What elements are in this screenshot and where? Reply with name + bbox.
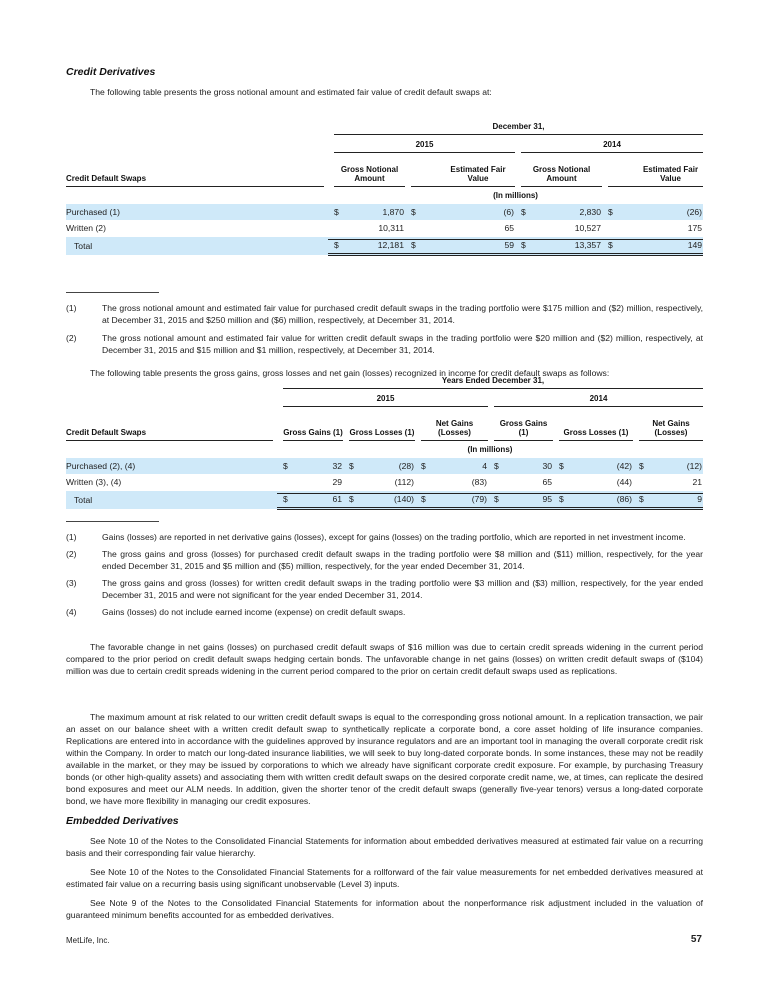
body-paragraph: See Note 10 of the Notes to the Consolidated Financial Statements for information about embedded derivatives measured at estimated fair value on a recurring basis and their corresponding fair value hierarchy. [66, 836, 703, 858]
units-label: (In millions) [493, 190, 538, 200]
cell-value: 9 [697, 494, 702, 505]
currency-symbol: $ [334, 240, 339, 251]
row-label: Purchased (1) [66, 204, 328, 221]
year-header-2014: 2014 [521, 140, 703, 153]
column-header: Estimated Fair Value [411, 165, 515, 187]
body-paragraph: See Note 9 of the Notes to the Consolidated Financial Statements for information about the nonperformance risk adjustment included in the valuation of guaranteed minimum benefits accounted for as embedded derivatives. [66, 898, 703, 920]
currency-symbol: $ [334, 206, 339, 217]
intro-paragraph-2: The following table presents the gross gains, gross losses and net gain (losses) recognized in income for credit default swaps as follows: [90, 368, 610, 378]
currency-symbol: $ [421, 494, 426, 505]
cell-value: 21 [692, 477, 702, 488]
footnote-number: (3) [66, 578, 77, 588]
table-row [66, 204, 703, 221]
cell-value: (112) [394, 477, 414, 488]
column-header: Net Gains (Losses) [639, 419, 703, 441]
column-header: Gross Losses (1) [559, 428, 633, 441]
footnote-text: The gross notional amount and estimated fair value for written credit default swaps in the trading portfolio were $20 million and ($2) million, respectively, at December 31, 2015 and $15 million and $1 million, respectively, at December 31, 2014. [102, 333, 703, 355]
footnote-number: (1) [66, 532, 77, 542]
currency-symbol: $ [559, 494, 564, 505]
column-header: Net Gains (Losses) [421, 419, 488, 441]
cell-value: (44) [616, 477, 632, 488]
period-header: Years Ended December 31, [283, 376, 703, 389]
cell-value: (140) [393, 494, 414, 505]
column-header: Estimated Fair Value [608, 165, 703, 187]
year-header-2015: 2015 [334, 140, 515, 153]
cell-value: 30 [542, 460, 552, 471]
currency-symbol: $ [349, 494, 354, 505]
body-paragraph: The maximum amount at risk related to our written credit default swaps is equal to the corresponding gross notional amount. In a replication transaction, we pair an asset on our balance sheet with a written credit default swap to synthetically replicate a corporate bond, a core asset holding of life insurance companies. Replications are entered into in accordance with the guidelines approved by insurance regulators and are an important tool in managing the overall corporate credit risk within the Company. In order to match our long-dated insurance liabilities, we will seek to buy long-dated corporate bonds. In some instances, these may not be readily available in the market, or they may be issued by corporations to which we already have significant corporate credit exposure. For example, by purchasing Treasury bonds (or other high-quality assets) and associating them with written credit default swaps on the desired corporate credit name, we, at times, can replicate the desired bond exposures and meet our ALM needs. In addition, given the shorter tenor of the credit default swaps (generally five-year tenors) versus a long-dated corporate bond, we have more flexibility in managing our credit exposures. [66, 712, 703, 806]
footnote-number: (1) [66, 303, 77, 313]
footnote [66, 606, 703, 618]
currency-symbol: $ [494, 460, 499, 471]
period-header: December 31, [334, 122, 703, 135]
row-header: Credit Default Swaps [66, 174, 324, 187]
footnote-divider [66, 521, 159, 522]
currency-symbol: $ [421, 460, 426, 471]
footnote-text: The gross notional amount and estimated fair value for purchased credit default swaps in the trading portfolio were $175 million and ($2) million, respectively, at December 31, 2015 and $250 million and ($6) million, respectively, at December 31, 2014. [102, 303, 703, 325]
section-title-credit-derivatives: Credit Derivatives [66, 66, 156, 78]
footnote-number: (4) [66, 607, 77, 617]
currency-symbol: $ [411, 240, 416, 251]
credit-default-swaps-gains-losses-table [66, 372, 703, 510]
cell-value: (79) [471, 494, 487, 505]
units-label: (In millions) [467, 444, 513, 454]
year-header-2015: 2015 [283, 394, 488, 407]
currency-symbol: $ [283, 494, 288, 505]
footnotes-table2 [66, 531, 703, 618]
cell-value: 32 [332, 460, 342, 471]
cell-value: 13,357 [574, 240, 601, 251]
cell-value: 2,830 [579, 206, 601, 217]
footer-company: MetLife, Inc. [66, 936, 110, 945]
body-paragraph: The favorable change in net gains (losses) on purchased credit default swaps of $16 million was due to certain credit spreads widening in the current period compared to the prior period on credit default swaps hedging certain bonds. The unfavorable change in net gains (losses) on written credit default swaps of ($104) million was due to certain credit spreads widening in the current period compared to the prior on certain credit default swaps used as replications. [66, 642, 703, 676]
footnote-text: The gross gains and gross (losses) for purchased credit default swaps in the trading portfolio were $8 million and ($11) million, respectively, for the year ended December 31, 2015 and $5 million and ($5) million, respectively, for the year ended December 31, 2014. [102, 549, 703, 571]
cell-value: 59 [504, 240, 514, 251]
cell-value: 10,527 [574, 223, 601, 234]
row-label: Written (2) [66, 223, 106, 234]
row-header: Credit Default Swaps [66, 428, 273, 441]
table-row-total [66, 491, 703, 509]
row-label: Total [66, 237, 328, 255]
currency-symbol: $ [349, 460, 354, 471]
currency-symbol: $ [521, 240, 526, 251]
row-label: Written (3), (4) [66, 477, 122, 488]
cell-value: 29 [332, 477, 342, 488]
cell-value: 1,870 [382, 206, 404, 217]
footnote-text: Gains (losses) are reported in net derivative gains (losses), except for gains (losses) on the trading portfolio, which are reported in net investment income. [102, 532, 686, 542]
table-row-total [66, 237, 703, 255]
column-header: Gross Losses (1) [349, 428, 415, 441]
cell-value: 65 [504, 223, 514, 234]
cell-value: 4 [482, 460, 487, 471]
table-row [66, 474, 703, 491]
footnote-number: (2) [66, 333, 77, 343]
cell-value: 61 [332, 494, 342, 505]
footnote-divider [66, 292, 159, 293]
column-header: Gross Notional Amount [521, 165, 602, 187]
column-header: Gross Gains (1) [494, 419, 553, 441]
currency-symbol: $ [559, 460, 564, 471]
table-row [66, 458, 703, 475]
cell-value: (86) [616, 494, 632, 505]
cell-value: 12,181 [377, 240, 404, 251]
column-header: Gross Notional Amount [334, 165, 405, 187]
currency-symbol: $ [639, 494, 644, 505]
currency-symbol: $ [494, 494, 499, 505]
cell-value: (28) [398, 460, 414, 471]
table-row [66, 220, 703, 237]
currency-symbol: $ [608, 206, 613, 217]
section-title-embedded-derivatives: Embedded Derivatives [66, 815, 179, 827]
currency-symbol: $ [608, 240, 613, 251]
body-paragraph: See Note 10 of the Notes to the Consolidated Financial Statements for a rollforward of the fair value measurements for net embedded derivatives measured at estimated fair value on a recurring basis using significant unobservable (Level 3) inputs. [66, 867, 703, 889]
footnote-number: (2) [66, 549, 77, 559]
page-number: 57 [690, 934, 702, 945]
cell-value: (26) [686, 206, 703, 217]
column-header: Gross Gains (1) [283, 428, 343, 441]
footnote [66, 332, 703, 356]
footnotes-table1 [66, 302, 703, 356]
cell-value: 10,311 [378, 223, 404, 234]
cell-value: (12) [686, 460, 702, 471]
intro-paragraph: The following table presents the gross notional amount and estimated fair value of credit default swaps at: [90, 87, 492, 97]
cell-value: (6) [503, 206, 514, 217]
footnote [66, 531, 703, 543]
currency-symbol: $ [521, 206, 526, 217]
cell-value: 65 [542, 477, 552, 488]
row-label: Total [66, 491, 277, 509]
row-label: Purchased (2), (4) [66, 458, 277, 475]
cell-value: 175 [687, 223, 703, 234]
cell-value: (83) [471, 477, 487, 488]
currency-symbol: $ [283, 460, 288, 471]
currency-symbol: $ [411, 206, 416, 217]
footnote [66, 548, 703, 572]
footnote [66, 302, 703, 326]
footnote [66, 577, 703, 601]
credit-default-swaps-fair-value-table [66, 118, 703, 256]
footnote-text: Gains (losses) do not include earned income (expense) on credit default swaps. [102, 607, 406, 617]
year-header-2014: 2014 [494, 394, 703, 407]
currency-symbol: $ [639, 460, 644, 471]
footnote-text: The gross gains and gross (losses) for written credit default swaps in the trading portfolio were $3 million and ($3) million, respectively, for the year ended December 31, 2015 and were not significant for the year ended December 31, 2014. [102, 578, 703, 600]
cell-value: (42) [616, 460, 632, 471]
cell-value: 95 [542, 494, 552, 505]
cell-value: 149 [687, 240, 703, 251]
